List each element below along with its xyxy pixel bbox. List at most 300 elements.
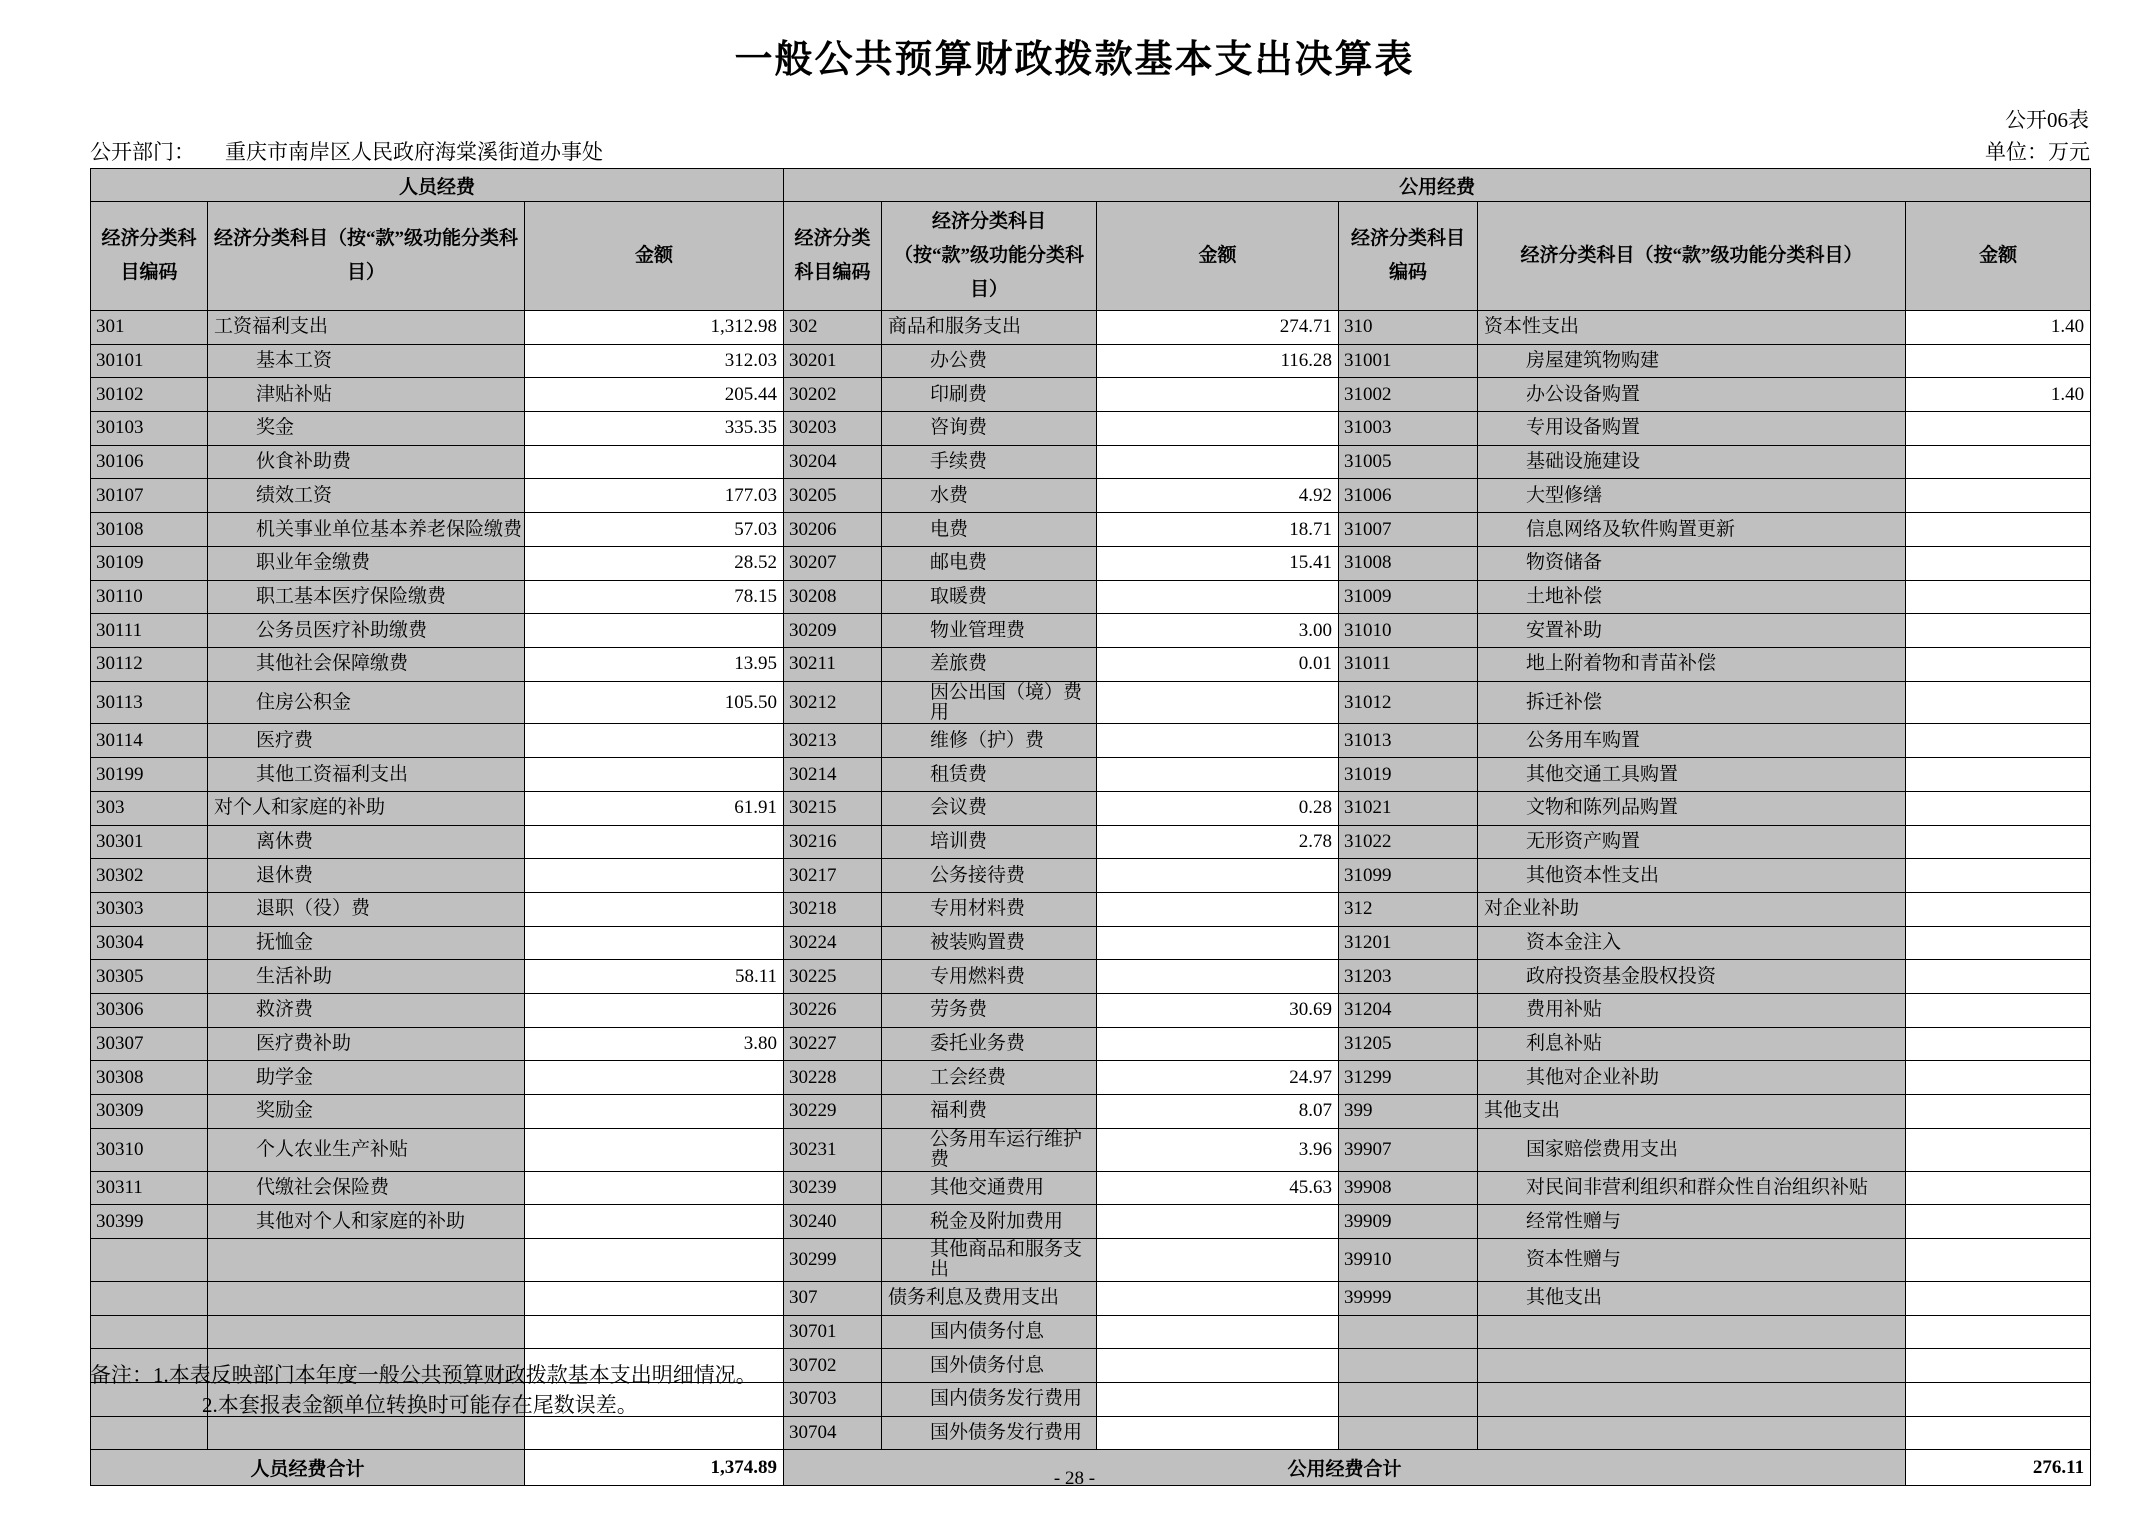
code-cell: 30214 bbox=[784, 758, 882, 792]
subject-cell: 机关事业单位基本养老保险缴费 bbox=[208, 513, 525, 547]
amount-cell bbox=[525, 926, 784, 960]
code-cell: 31201 bbox=[1339, 926, 1478, 960]
amount-cell bbox=[1097, 1238, 1339, 1281]
code-cell: 30101 bbox=[91, 344, 208, 378]
code-cell: 30224 bbox=[784, 926, 882, 960]
department-value: 重庆市南岸区人民政府海棠溪街道办事处 bbox=[225, 140, 603, 164]
subject-cell bbox=[1478, 1315, 1906, 1349]
code-cell: 30701 bbox=[784, 1315, 882, 1349]
amount-cell bbox=[1906, 758, 2091, 792]
subject-cell bbox=[208, 1315, 525, 1349]
amount-cell: 58.11 bbox=[525, 960, 784, 994]
subject-cell: 工资福利支出 bbox=[208, 311, 525, 345]
subject-cell: 商品和服务支出 bbox=[882, 311, 1097, 345]
table-row bbox=[91, 1315, 2091, 1349]
amount-cell bbox=[1097, 580, 1339, 614]
code-cell: 31299 bbox=[1339, 1061, 1478, 1095]
table-row bbox=[91, 993, 2091, 1027]
subject-cell: 办公设备购置 bbox=[1478, 378, 1906, 412]
code-cell: 30211 bbox=[784, 647, 882, 681]
subject-cell: 对企业补助 bbox=[1478, 892, 1906, 926]
col-header-subject-3: 经济分类科目（按“款”级功能分类科目） bbox=[1478, 202, 1906, 311]
subject-cell: 手续费 bbox=[882, 445, 1097, 479]
table-row bbox=[91, 758, 2091, 792]
table-row bbox=[91, 614, 2091, 648]
amount-cell bbox=[1097, 1349, 1339, 1383]
amount-cell bbox=[525, 614, 784, 648]
amount-cell bbox=[1906, 724, 2091, 758]
amount-cell: 312.03 bbox=[525, 344, 784, 378]
budget-table bbox=[90, 168, 2091, 1486]
subject-cell bbox=[1478, 1349, 1906, 1383]
table-row bbox=[91, 513, 2091, 547]
subject-cell: 公务接待费 bbox=[882, 859, 1097, 893]
page-title: 一般公共预算财政拨款基本支出决算表 bbox=[734, 39, 1415, 81]
subject-cell: 其他交通费用 bbox=[882, 1171, 1097, 1205]
code-cell: 312 bbox=[1339, 892, 1478, 926]
amount-cell bbox=[525, 1061, 784, 1095]
code-cell: 31021 bbox=[1339, 791, 1478, 825]
form-number: 公开06表 bbox=[2005, 108, 2089, 132]
subject-cell: 其他对企业补助 bbox=[1478, 1061, 1906, 1095]
code-cell: 31012 bbox=[1339, 681, 1478, 724]
code-cell: 30309 bbox=[91, 1095, 208, 1129]
subject-cell: 无形资产购置 bbox=[1478, 825, 1906, 859]
code-cell: 31005 bbox=[1339, 445, 1478, 479]
code-cell bbox=[1339, 1315, 1478, 1349]
amount-cell bbox=[1906, 892, 2091, 926]
subject-cell: 公务用车购置 bbox=[1478, 724, 1906, 758]
code-cell: 30239 bbox=[784, 1171, 882, 1205]
amount-cell bbox=[525, 1315, 784, 1349]
amount-cell bbox=[525, 892, 784, 926]
table-row bbox=[91, 1281, 2091, 1315]
table-row bbox=[91, 791, 2091, 825]
code-cell: 30311 bbox=[91, 1171, 208, 1205]
subject-cell: 物业管理费 bbox=[882, 614, 1097, 648]
subject-cell: 退休费 bbox=[208, 859, 525, 893]
subject-cell: 伙食补助费 bbox=[208, 445, 525, 479]
subject-cell: 医疗费补助 bbox=[208, 1027, 525, 1061]
subject-cell: 资本金注入 bbox=[1478, 926, 1906, 960]
subject-cell: 信息网络及软件购置更新 bbox=[1478, 513, 1906, 547]
code-cell: 30308 bbox=[91, 1061, 208, 1095]
code-cell: 30110 bbox=[91, 580, 208, 614]
amount-cell bbox=[1906, 1349, 2091, 1383]
subject-cell: 经常性赠与 bbox=[1478, 1205, 1906, 1239]
amount-cell bbox=[525, 1205, 784, 1239]
subject-cell: 其他社会保障缴费 bbox=[208, 647, 525, 681]
amount-cell bbox=[1097, 1382, 1339, 1416]
amount-cell bbox=[1906, 580, 2091, 614]
amount-cell bbox=[1906, 1061, 2091, 1095]
code-cell: 30306 bbox=[91, 993, 208, 1027]
column-header-row bbox=[91, 202, 2091, 311]
amount-cell bbox=[1906, 513, 2091, 547]
code-cell: 30108 bbox=[91, 513, 208, 547]
code-cell bbox=[91, 1315, 208, 1349]
code-cell: 301 bbox=[91, 311, 208, 345]
amount-cell bbox=[1097, 1416, 1339, 1450]
code-cell: 30206 bbox=[784, 513, 882, 547]
code-cell: 30103 bbox=[91, 412, 208, 446]
code-cell: 31010 bbox=[1339, 614, 1478, 648]
subject-cell: 税金及附加费用 bbox=[882, 1205, 1097, 1239]
amount-cell: 274.71 bbox=[1097, 311, 1339, 345]
subject-cell: 国家赔偿费用支出 bbox=[1478, 1128, 1906, 1171]
code-cell: 30111 bbox=[91, 614, 208, 648]
code-cell: 31008 bbox=[1339, 546, 1478, 580]
code-cell: 30228 bbox=[784, 1061, 882, 1095]
code-cell: 310 bbox=[1339, 311, 1478, 345]
amount-cell: 57.03 bbox=[525, 513, 784, 547]
code-cell: 31011 bbox=[1339, 647, 1478, 681]
subject-cell: 基本工资 bbox=[208, 344, 525, 378]
amount-cell bbox=[1906, 859, 2091, 893]
amount-cell: 28.52 bbox=[525, 546, 784, 580]
subject-cell: 公务员医疗补助缴费 bbox=[208, 614, 525, 648]
amount-cell: 1.40 bbox=[1906, 311, 2091, 345]
code-cell: 30226 bbox=[784, 993, 882, 1027]
subject-cell: 物资储备 bbox=[1478, 546, 1906, 580]
subject-cell: 助学金 bbox=[208, 1061, 525, 1095]
amount-cell bbox=[1097, 758, 1339, 792]
subject-cell bbox=[208, 1416, 525, 1450]
code-cell: 302 bbox=[784, 311, 882, 345]
subject-cell: 劳务费 bbox=[882, 993, 1097, 1027]
amount-cell: 13.95 bbox=[525, 647, 784, 681]
code-cell: 30399 bbox=[91, 1205, 208, 1239]
note-line-2: 2.本套报表金额单位转换时可能存在尾数误差。 bbox=[202, 1393, 638, 1418]
subject-cell: 离休费 bbox=[208, 825, 525, 859]
subject-cell: 其他支出 bbox=[1478, 1095, 1906, 1129]
subject-cell: 费用补贴 bbox=[1478, 993, 1906, 1027]
subject-cell: 房屋建筑物购建 bbox=[1478, 344, 1906, 378]
subject-cell: 大型修缮 bbox=[1478, 479, 1906, 513]
amount-cell bbox=[1906, 479, 2091, 513]
col-header-subject-2: 经济分类科目（按“款”级功能分类科目） bbox=[882, 202, 1097, 311]
code-cell: 31009 bbox=[1339, 580, 1478, 614]
subject-cell: 奖励金 bbox=[208, 1095, 525, 1129]
amount-cell bbox=[1097, 378, 1339, 412]
code-cell: 39909 bbox=[1339, 1205, 1478, 1239]
amount-cell bbox=[1906, 1205, 2091, 1239]
amount-cell bbox=[525, 758, 784, 792]
amount-cell bbox=[1906, 1238, 2091, 1281]
public-total-amount: 276.11 bbox=[1906, 1450, 2091, 1486]
table-row bbox=[91, 1095, 2091, 1129]
amount-cell: 177.03 bbox=[525, 479, 784, 513]
table-row bbox=[91, 445, 2091, 479]
notes bbox=[90, 1360, 757, 1421]
subject-cell: 其他工资福利支出 bbox=[208, 758, 525, 792]
code-cell: 30703 bbox=[784, 1382, 882, 1416]
code-cell: 31019 bbox=[1339, 758, 1478, 792]
amount-cell bbox=[1906, 1095, 2091, 1129]
group-header-row bbox=[91, 169, 2091, 202]
subject-cell: 国内债务发行费用 bbox=[882, 1382, 1097, 1416]
subject-cell: 奖金 bbox=[208, 412, 525, 446]
amount-cell: 3.00 bbox=[1097, 614, 1339, 648]
code-cell: 31099 bbox=[1339, 859, 1478, 893]
subject-cell: 拆迁补偿 bbox=[1478, 681, 1906, 724]
table-row bbox=[91, 1128, 2091, 1171]
subject-cell: 水费 bbox=[882, 479, 1097, 513]
public-total-label: 公用经费合计 bbox=[784, 1450, 1906, 1486]
subject-cell: 救济费 bbox=[208, 993, 525, 1027]
col-header-amount-3: 金额 bbox=[1906, 202, 2091, 311]
amount-cell bbox=[1097, 1281, 1339, 1315]
subject-cell: 被装购置费 bbox=[882, 926, 1097, 960]
amount-cell bbox=[1097, 445, 1339, 479]
code-cell: 30209 bbox=[784, 614, 882, 648]
code-cell bbox=[91, 1281, 208, 1315]
amount-cell bbox=[525, 993, 784, 1027]
code-cell: 30303 bbox=[91, 892, 208, 926]
code-cell: 30207 bbox=[784, 546, 882, 580]
note-line-1: 备注：1.本表反映部门本年度一般公共预算财政拨款基本支出明细情况。 bbox=[90, 1363, 757, 1387]
table-row bbox=[91, 580, 2091, 614]
subject-cell: 委托业务费 bbox=[882, 1027, 1097, 1061]
amount-cell: 205.44 bbox=[525, 378, 784, 412]
code-cell: 30225 bbox=[784, 960, 882, 994]
subject-cell: 专用设备购置 bbox=[1478, 412, 1906, 446]
subject-cell: 咨询费 bbox=[882, 412, 1097, 446]
amount-cell bbox=[1097, 1315, 1339, 1349]
code-cell: 30310 bbox=[91, 1128, 208, 1171]
code-cell bbox=[1339, 1349, 1478, 1383]
amount-cell bbox=[1097, 681, 1339, 724]
code-cell: 31006 bbox=[1339, 479, 1478, 513]
subject-cell: 电费 bbox=[882, 513, 1097, 547]
subject-cell: 其他商品和服务支出 bbox=[882, 1238, 1097, 1281]
subject-cell bbox=[208, 1238, 525, 1281]
subject-cell: 差旅费 bbox=[882, 647, 1097, 681]
amount-cell bbox=[1097, 1027, 1339, 1061]
code-cell: 30302 bbox=[91, 859, 208, 893]
amount-cell bbox=[1906, 1416, 2091, 1450]
table-row bbox=[91, 1027, 2091, 1061]
subject-cell: 国外债务发行费用 bbox=[882, 1416, 1097, 1450]
subject-cell: 债务利息及费用支出 bbox=[882, 1281, 1097, 1315]
subject-cell: 会议费 bbox=[882, 791, 1097, 825]
code-cell: 30107 bbox=[91, 479, 208, 513]
personnel-total-label: 人员经费合计 bbox=[91, 1450, 525, 1486]
amount-cell bbox=[1906, 1382, 2091, 1416]
amount-cell bbox=[1906, 960, 2091, 994]
subject-cell: 培训费 bbox=[882, 825, 1097, 859]
table-row bbox=[91, 1205, 2091, 1239]
code-cell: 30301 bbox=[91, 825, 208, 859]
code-cell: 30217 bbox=[784, 859, 882, 893]
subject-cell: 其他对个人和家庭的补助 bbox=[208, 1205, 525, 1239]
table-row bbox=[91, 479, 2091, 513]
code-cell: 30113 bbox=[91, 681, 208, 724]
table-row bbox=[91, 311, 2091, 345]
amount-cell bbox=[1906, 1128, 2091, 1171]
code-cell bbox=[91, 1416, 208, 1450]
subject-cell: 办公费 bbox=[882, 344, 1097, 378]
table-row bbox=[91, 681, 2091, 724]
subject-cell: 国内债务付息 bbox=[882, 1315, 1097, 1349]
amount-cell: 24.97 bbox=[1097, 1061, 1339, 1095]
table-row bbox=[91, 378, 2091, 412]
code-cell: 31001 bbox=[1339, 344, 1478, 378]
code-cell: 30704 bbox=[784, 1416, 882, 1450]
amount-cell bbox=[525, 1416, 784, 1450]
code-cell: 31003 bbox=[1339, 412, 1478, 446]
department bbox=[90, 136, 603, 166]
table-row bbox=[91, 926, 2091, 960]
code-cell: 39910 bbox=[1339, 1238, 1478, 1281]
code-cell: 30114 bbox=[91, 724, 208, 758]
code-cell: 30201 bbox=[784, 344, 882, 378]
amount-cell: 2.78 bbox=[1097, 825, 1339, 859]
table-row bbox=[91, 412, 2091, 446]
code-cell: 399 bbox=[1339, 1095, 1478, 1129]
table-row bbox=[91, 892, 2091, 926]
amount-cell bbox=[1906, 445, 2091, 479]
amount-cell bbox=[1906, 1281, 2091, 1315]
col-header-amount-1: 金额 bbox=[525, 202, 784, 311]
amount-cell: 18.71 bbox=[1097, 513, 1339, 547]
table-row bbox=[91, 344, 2091, 378]
code-cell: 31013 bbox=[1339, 724, 1478, 758]
subject-cell: 对民间非营利组织和群众性自治组织补贴 bbox=[1478, 1171, 1906, 1205]
subject-cell: 公务用车运行维护费 bbox=[882, 1128, 1097, 1171]
subject-cell: 对个人和家庭的补助 bbox=[208, 791, 525, 825]
amount-cell: 4.92 bbox=[1097, 479, 1339, 513]
code-cell: 30216 bbox=[784, 825, 882, 859]
amount-cell bbox=[1097, 1205, 1339, 1239]
amount-cell bbox=[1906, 1315, 2091, 1349]
code-cell: 30109 bbox=[91, 546, 208, 580]
code-cell: 30112 bbox=[91, 647, 208, 681]
subject-cell: 其他支出 bbox=[1478, 1281, 1906, 1315]
amount-cell: 3.96 bbox=[1097, 1128, 1339, 1171]
subject-cell: 租赁费 bbox=[882, 758, 1097, 792]
amount-cell: 0.01 bbox=[1097, 647, 1339, 681]
subject-cell: 取暖费 bbox=[882, 580, 1097, 614]
amount-cell: 78.15 bbox=[525, 580, 784, 614]
amount-cell: 1.40 bbox=[1906, 378, 2091, 412]
code-cell: 31203 bbox=[1339, 960, 1478, 994]
subject-cell: 安置补助 bbox=[1478, 614, 1906, 648]
group-header-personnel: 人员经费 bbox=[91, 169, 784, 202]
code-cell: 31002 bbox=[1339, 378, 1478, 412]
subject-cell bbox=[208, 1281, 525, 1315]
subject-cell: 地上附着物和青苗补偿 bbox=[1478, 647, 1906, 681]
amount-cell bbox=[1906, 614, 2091, 648]
subject-cell: 退职（役）费 bbox=[208, 892, 525, 926]
col-header-code-1: 经济分类科目编码 bbox=[91, 202, 208, 311]
amount-cell: 30.69 bbox=[1097, 993, 1339, 1027]
code-cell: 30307 bbox=[91, 1027, 208, 1061]
table-row bbox=[91, 546, 2091, 580]
amount-cell: 335.35 bbox=[525, 412, 784, 446]
subject-cell: 其他交通工具购置 bbox=[1478, 758, 1906, 792]
subject-cell: 住房公积金 bbox=[208, 681, 525, 724]
code-cell: 39908 bbox=[1339, 1171, 1478, 1205]
table-row bbox=[91, 724, 2091, 758]
department-label: 公开部门： bbox=[90, 140, 195, 164]
subject-cell: 工会经费 bbox=[882, 1061, 1097, 1095]
subject-cell: 生活补助 bbox=[208, 960, 525, 994]
amount-cell: 116.28 bbox=[1097, 344, 1339, 378]
amount-cell bbox=[1906, 825, 2091, 859]
subject-cell: 专用材料费 bbox=[882, 892, 1097, 926]
subject-cell: 代缴社会保险费 bbox=[208, 1171, 525, 1205]
code-cell: 30199 bbox=[91, 758, 208, 792]
subject-cell: 邮电费 bbox=[882, 546, 1097, 580]
amount-cell bbox=[1097, 724, 1339, 758]
code-cell: 303 bbox=[91, 791, 208, 825]
col-header-amount-2: 金额 bbox=[1097, 202, 1339, 311]
code-cell: 30203 bbox=[784, 412, 882, 446]
subject-cell: 国外债务付息 bbox=[882, 1349, 1097, 1383]
subject-cell: 专用燃料费 bbox=[882, 960, 1097, 994]
amount-cell bbox=[1906, 647, 2091, 681]
code-cell: 31204 bbox=[1339, 993, 1478, 1027]
subject-cell: 土地补偿 bbox=[1478, 580, 1906, 614]
unit-label: 单位：万元 bbox=[1985, 140, 2090, 164]
table-row bbox=[91, 1238, 2091, 1281]
amount-cell bbox=[525, 1171, 784, 1205]
subject-cell: 绩效工资 bbox=[208, 479, 525, 513]
subject-cell: 文物和陈列品购置 bbox=[1478, 791, 1906, 825]
amount-cell bbox=[1906, 344, 2091, 378]
personnel-total-amount: 1,374.89 bbox=[525, 1450, 784, 1486]
meta-line bbox=[90, 136, 2090, 166]
amount-cell bbox=[1906, 993, 2091, 1027]
group-header-public: 公用经费 bbox=[784, 169, 2091, 202]
code-cell: 30212 bbox=[784, 681, 882, 724]
amount-cell bbox=[525, 1095, 784, 1129]
code-cell: 30305 bbox=[91, 960, 208, 994]
code-cell: 30218 bbox=[784, 892, 882, 926]
code-cell: 30202 bbox=[784, 378, 882, 412]
amount-cell bbox=[525, 825, 784, 859]
subject-cell: 其他资本性支出 bbox=[1478, 859, 1906, 893]
code-cell: 30231 bbox=[784, 1128, 882, 1171]
amount-cell: 3.80 bbox=[525, 1027, 784, 1061]
table-row bbox=[91, 859, 2091, 893]
amount-cell bbox=[1097, 859, 1339, 893]
subject-cell: 个人农业生产补贴 bbox=[208, 1128, 525, 1171]
amount-cell: 15.41 bbox=[1097, 546, 1339, 580]
amount-cell bbox=[1906, 546, 2091, 580]
amount-cell bbox=[1097, 892, 1339, 926]
code-cell: 30204 bbox=[784, 445, 882, 479]
code-cell: 39907 bbox=[1339, 1128, 1478, 1171]
subject-cell: 津贴补贴 bbox=[208, 378, 525, 412]
subject-cell: 维修（护）费 bbox=[882, 724, 1097, 758]
amount-cell bbox=[1906, 681, 2091, 724]
code-cell: 30215 bbox=[784, 791, 882, 825]
page-number: - 28 - bbox=[1053, 1468, 1096, 1489]
col-header-code-2: 经济分类科目编码 bbox=[784, 202, 882, 311]
subject-cell: 政府投资基金股权投资 bbox=[1478, 960, 1906, 994]
subject-cell: 医疗费 bbox=[208, 724, 525, 758]
amount-cell: 0.28 bbox=[1097, 791, 1339, 825]
amount-cell bbox=[1906, 791, 2091, 825]
subject-cell: 职业年金缴费 bbox=[208, 546, 525, 580]
amount-cell: 8.07 bbox=[1097, 1095, 1339, 1129]
code-cell: 31007 bbox=[1339, 513, 1478, 547]
amount-cell bbox=[1906, 412, 2091, 446]
subject-cell: 资本性支出 bbox=[1478, 311, 1906, 345]
amount-cell bbox=[525, 445, 784, 479]
